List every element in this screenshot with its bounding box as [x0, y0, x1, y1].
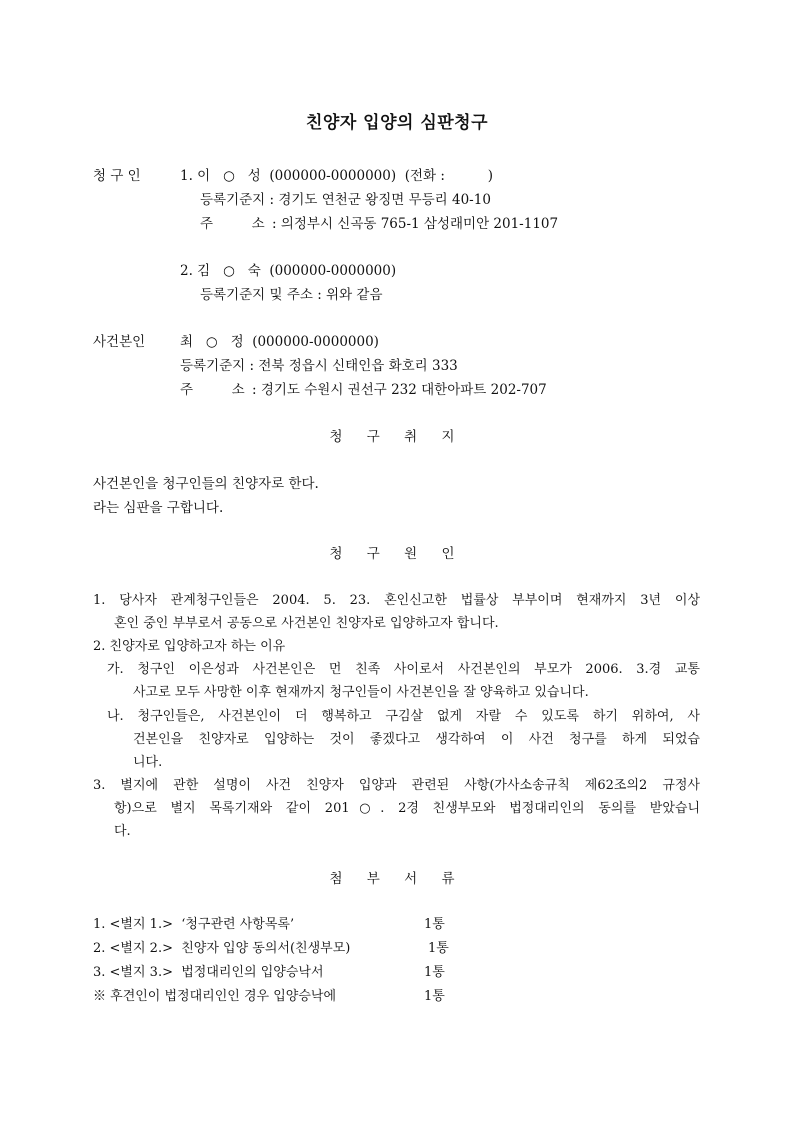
purpose-heading: 청 구 취 지 [329, 429, 465, 445]
petitioner-1-address: : 의정부시 신곡동 765-1 삼성래미안 201-1107 [272, 216, 559, 232]
petitioners-label: 청 구 인 [93, 168, 141, 184]
cause-item-3-line-2: 항)으로 별지 목록기재와 같이 201○. 2경 친생부모와 법정대리인의 동의를 받았습니 [114, 801, 700, 816]
cause-item-2a-line-2: 사고로 모두 사망한 이후 현재까지 청구인들이 사건본인을 잘 양육하고 있습니다. [133, 685, 589, 700]
subject-address-label: 주 소 [180, 382, 245, 398]
attachment-3-text: 3. <별지 3.> 법정대리인의 입양승낙서 [93, 965, 324, 980]
petitioner-2-registry: 등록기준지 및 주소 : 위와 같음 [200, 287, 383, 303]
petitioner-2-line: 2. 김 ○ 숙 (000000-0000000) [180, 263, 397, 279]
cause-item-2a-line-1: 가. 청구인 이은성과 사건본인은 먼 친족 사이로서 사건본인의 부모가 2006. 3.경 교통 [107, 662, 700, 677]
purpose-line-1: 사건본인을 청구인들의 친양자로 한다. [93, 476, 319, 492]
cause-item-1-line-2: 혼인 중인 부부로서 공동으로 사건본인 친양자로 입양하고자 합니다. [114, 616, 499, 631]
cause-heading: 청 구 원 인 [329, 546, 465, 562]
attachment-3-count: 1통 [424, 965, 445, 980]
purpose-line-2: 라는 심판을 구합니다. [93, 500, 224, 516]
cause-item-1-line-1: 1. 당사자 관계청구인들은 2004. 5. 23. 혼인신고한 법률상 부부이며 현재까지 3년 이상 [93, 593, 700, 608]
petitioner-1-registry: 등록기준지 : 경기도 연천군 왕징면 무등리 40-10 [200, 192, 491, 208]
attachment-1-text: 1. <별지 1.> ‘청구관련 사항목록’ [93, 917, 295, 932]
cause-item-3-line-3: 다. [114, 824, 131, 839]
attachment-1-count: 1통 [424, 917, 445, 932]
cause-item-2b-line-1: 나. 청구인들은, 사건본인이 더 행복하고 구김살 없게 자랄 수 있도록 하기 위하여, 사 [107, 709, 700, 724]
subject-registry: 등록기준지 : 전북 정읍시 신태인읍 화호리 333 [180, 358, 458, 374]
attachment-note-count: 1통 [424, 989, 445, 1004]
attachment-note-text: ※ 후견인이 법정대리인인 경우 입양승낙에 [93, 989, 337, 1004]
subject-address: : 경기도 수원시 권선구 232 대한아파트 202-707 [252, 382, 547, 398]
attachment-2-text: 2. <별지 2.> 친양자 입양 동의서(친생부모) [93, 941, 351, 956]
cause-item-2b-line-2: 건본인을 친양자로 입양하는 것이 좋겠다고 생각하여 이 사건 청구를 하게 되었습 [133, 732, 700, 747]
subject-label: 사건본인 [93, 334, 146, 350]
subject-line: 최 ○ 정 (000000-0000000) [180, 334, 379, 350]
cause-item-2: 2. 친양자로 입양하고자 하는 이유 [93, 639, 286, 654]
petitioner-1-address-label: 주 소 [200, 216, 265, 232]
cause-item-3-line-1: 3. 별지에 관한 설명이 사건 친양자 입양과 관련된 사항(가사소송규칙 제62조의2 규정사 [93, 778, 700, 793]
cause-item-2b-line-3: 니다. [133, 755, 163, 770]
petitioner-1-line: 1. 이 ○ 성 (000000-0000000) (전화 : ) [180, 168, 494, 184]
document-title: 친양자 입양의 심판청구 [305, 113, 489, 133]
attachment-2-count: 1통 [428, 941, 449, 956]
attachments-heading: 첨 부 서 류 [329, 871, 465, 887]
